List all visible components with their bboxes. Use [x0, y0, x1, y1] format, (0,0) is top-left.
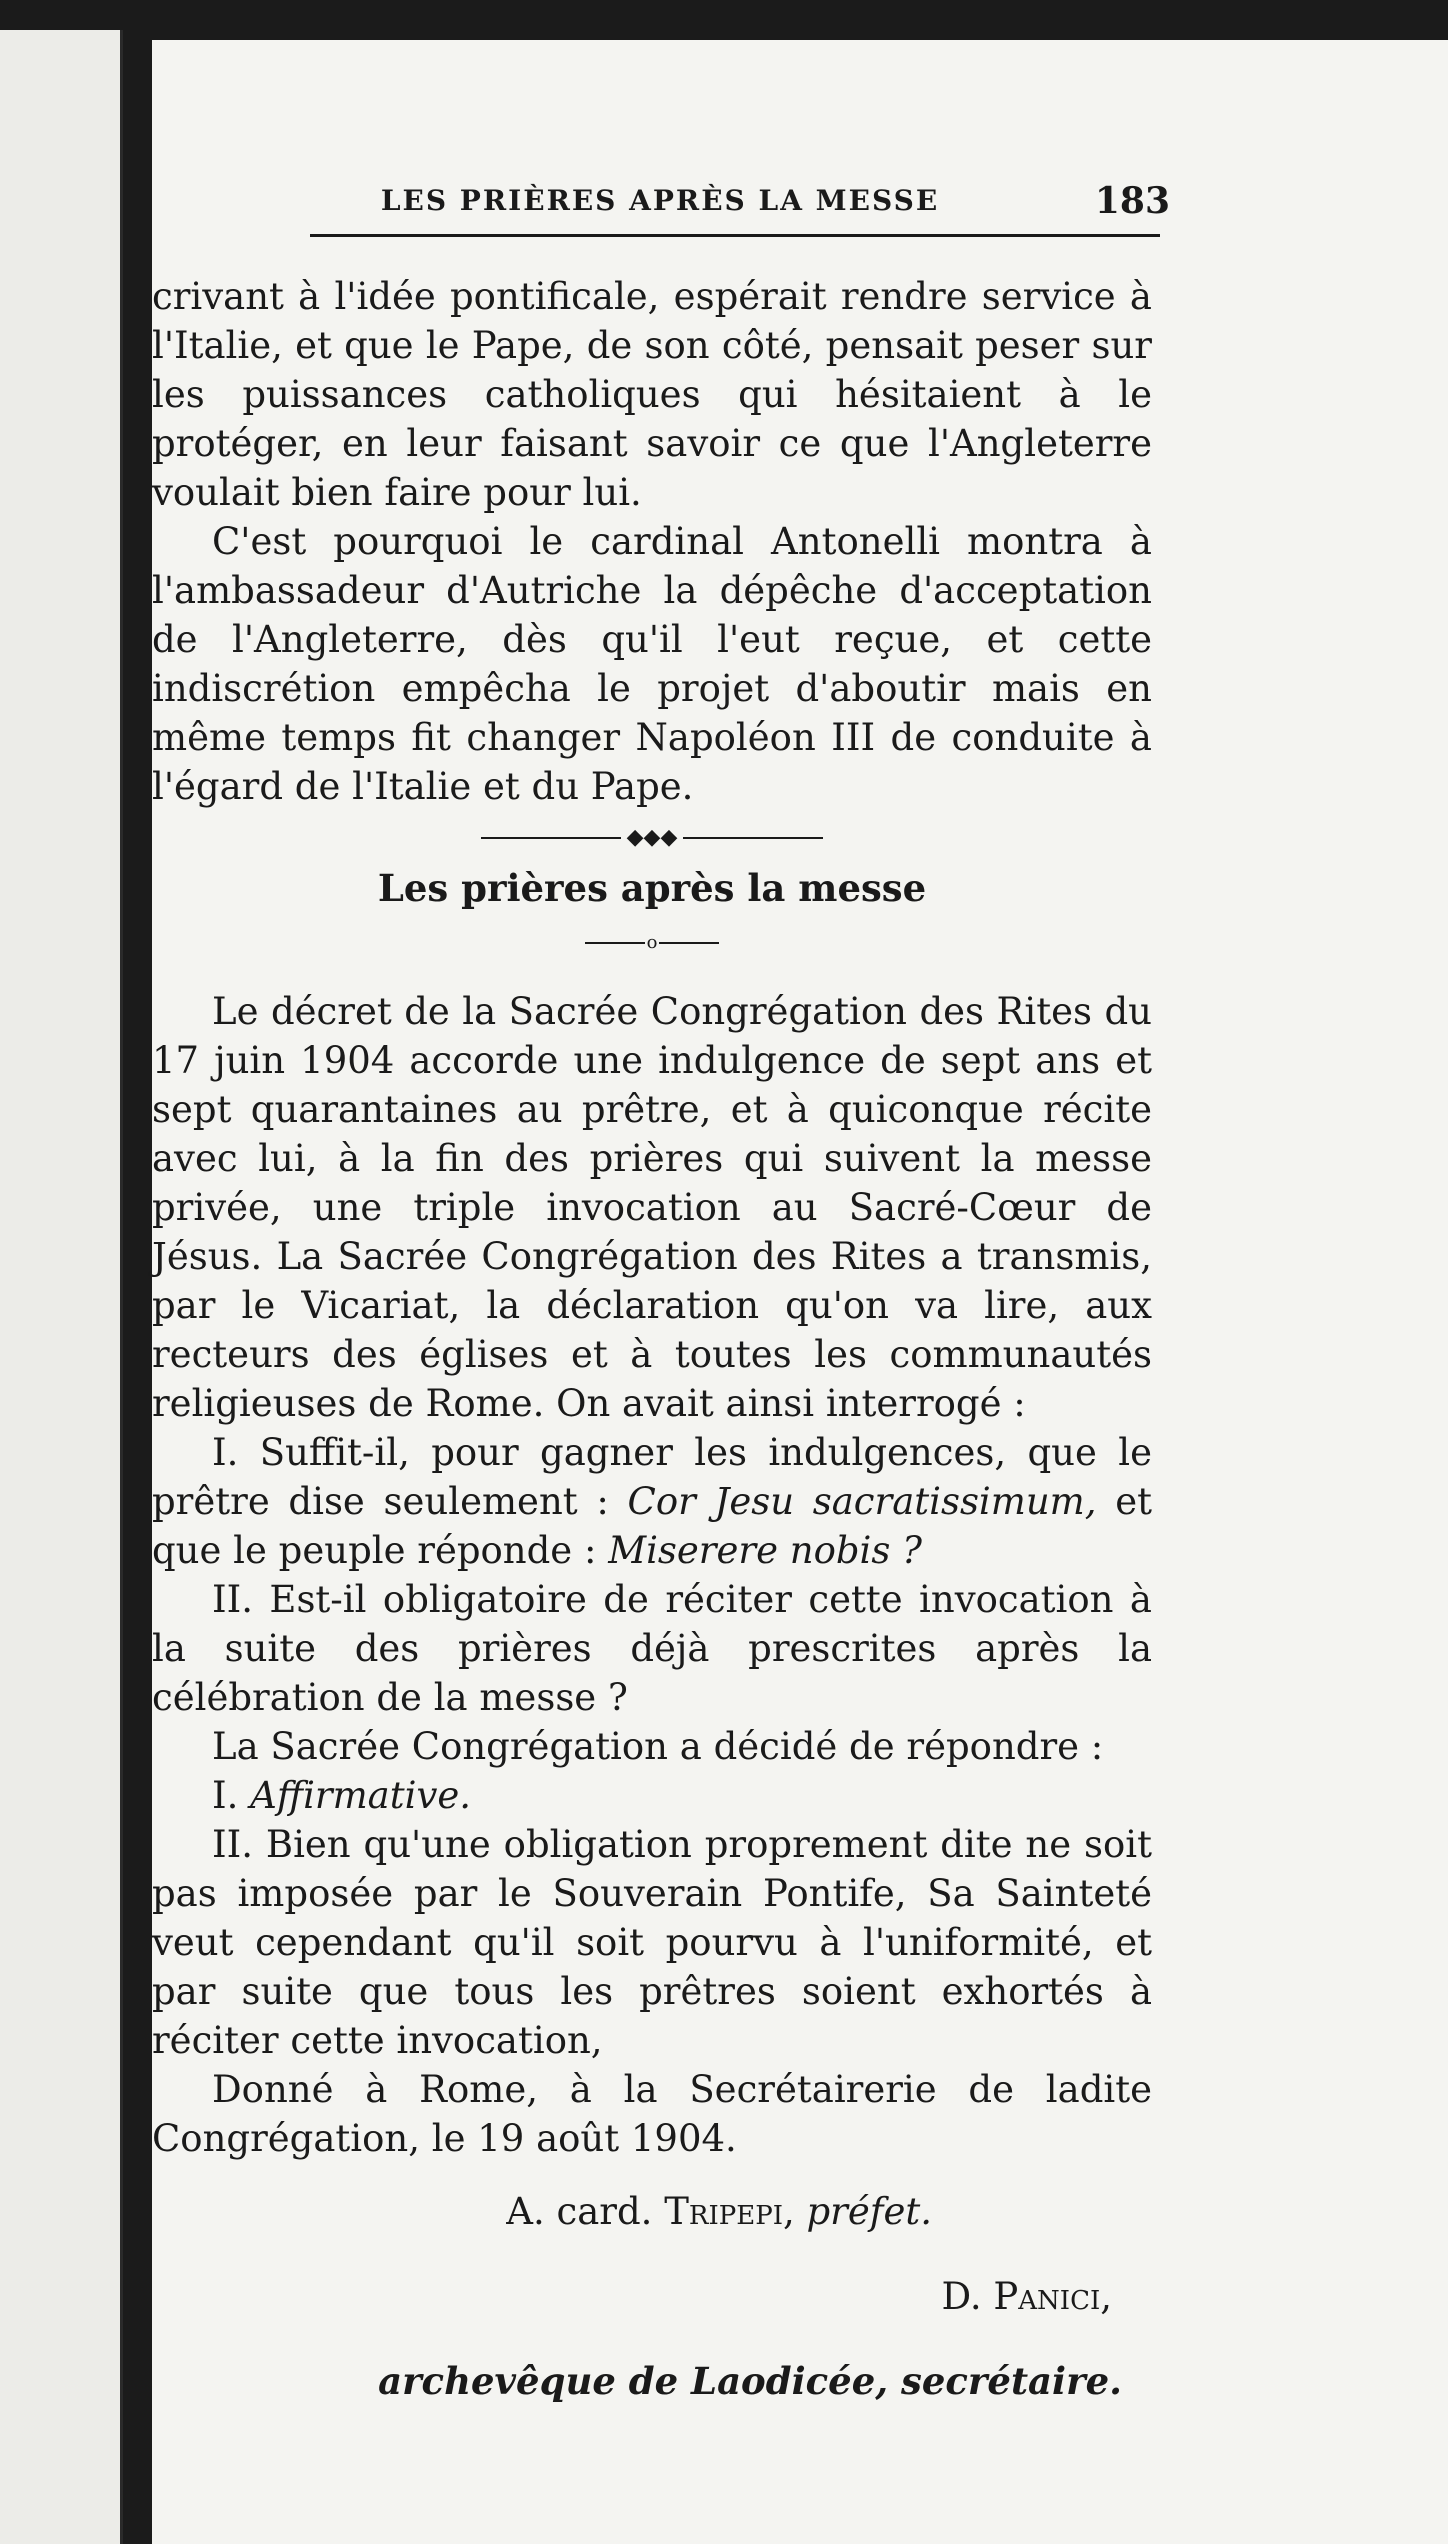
page-number: 183: [1094, 180, 1170, 222]
paragraph-decret: Le décret de la Sacrée Congrégation des Rites du 17 juin 1904 accorde une indulgence de sept ans et sept quarantaines au prêtre, et à quiconque récite avec lui, à la fin des prières qui suivent la messe privée, une triple invocation au Sacré-Cœur de Jésus. La Sacrée Congrégation des Rites a transmis, par le Vicariat, la déclaration qu'on va lire, aux recteurs des églises et à toutes les communautés religieuses de Rome. On avait ainsi interrogé :: [152, 990, 1152, 1425]
question-one: I. Suffit-il, pour gagner les indulgences, que le prêtre dise seulement : Cor Jesu sacratissimum, et que le peuple réponde : Miserere nobis ?: [152, 1431, 1152, 1572]
fleuron-divider: ◆◆◆: [152, 825, 1152, 848]
page-text: [152, 272, 1152, 2406]
signature-secretary-title: archevêque de Laodicée, secrétaire.: [378, 2359, 1122, 2403]
answer-one: I. Affirmative.: [212, 1774, 472, 1817]
paragraph-antonelli: C'est pourquoi le cardinal Antonelli montra à l'ambassadeur d'Autriche la dépêche d'acceptation de l'Angleterre, dès qu'il l'eut reçue, et cette indiscrétion empêcha le projet d'aboutir mais en même temps fit changer Napoléon III de conduite à l'égard de l'Italie et du Pape.: [152, 520, 1152, 808]
small-divider: o: [152, 931, 1152, 954]
page-header: [160, 180, 1170, 244]
paragraph-reponse: La Sacrée Congrégation a décidé de répondre :: [212, 1725, 1104, 1768]
adjacent-page-edge: [0, 30, 123, 2544]
header-rule: [310, 234, 1160, 237]
paragraph-donne: Donné à Rome, à la Secrétairerie de ladite Congrégation, le 19 août 1904.: [152, 2068, 1152, 2160]
question-two: II. Est-il obligatoire de réciter cette invocation à la suite des prières déjà prescrites après la célébration de la messe ?: [152, 1578, 1152, 1719]
running-title: LES PRIÈRES APRÈS LA MESSE: [380, 184, 940, 217]
signature-secretary: D. Panici,: [941, 2275, 1112, 2318]
signature-prefect: A. card. Tripepi, préfet.: [506, 2190, 932, 2233]
section-title: Les prières après la messe: [377, 865, 927, 910]
answer-two: II. Bien qu'une obligation proprement dite ne soit pas imposée par le Souverain Pontife, Sa Sainteté veut cependant qu'il soit pourvu à l'uniformité, et par suite que tous les prêtres soient exhortés à réciter cette invocation,: [152, 1823, 1152, 2062]
paragraph-continuation: crivant à l'idée pontificale, espérait rendre service à l'Italie, et que le Pape, de son côté, pensait peser sur les puissances catholiques qui hésitaient à le protéger, en leur faisant savoir ce que l'Angleterre voulait bien faire pour lui.: [152, 275, 1152, 514]
